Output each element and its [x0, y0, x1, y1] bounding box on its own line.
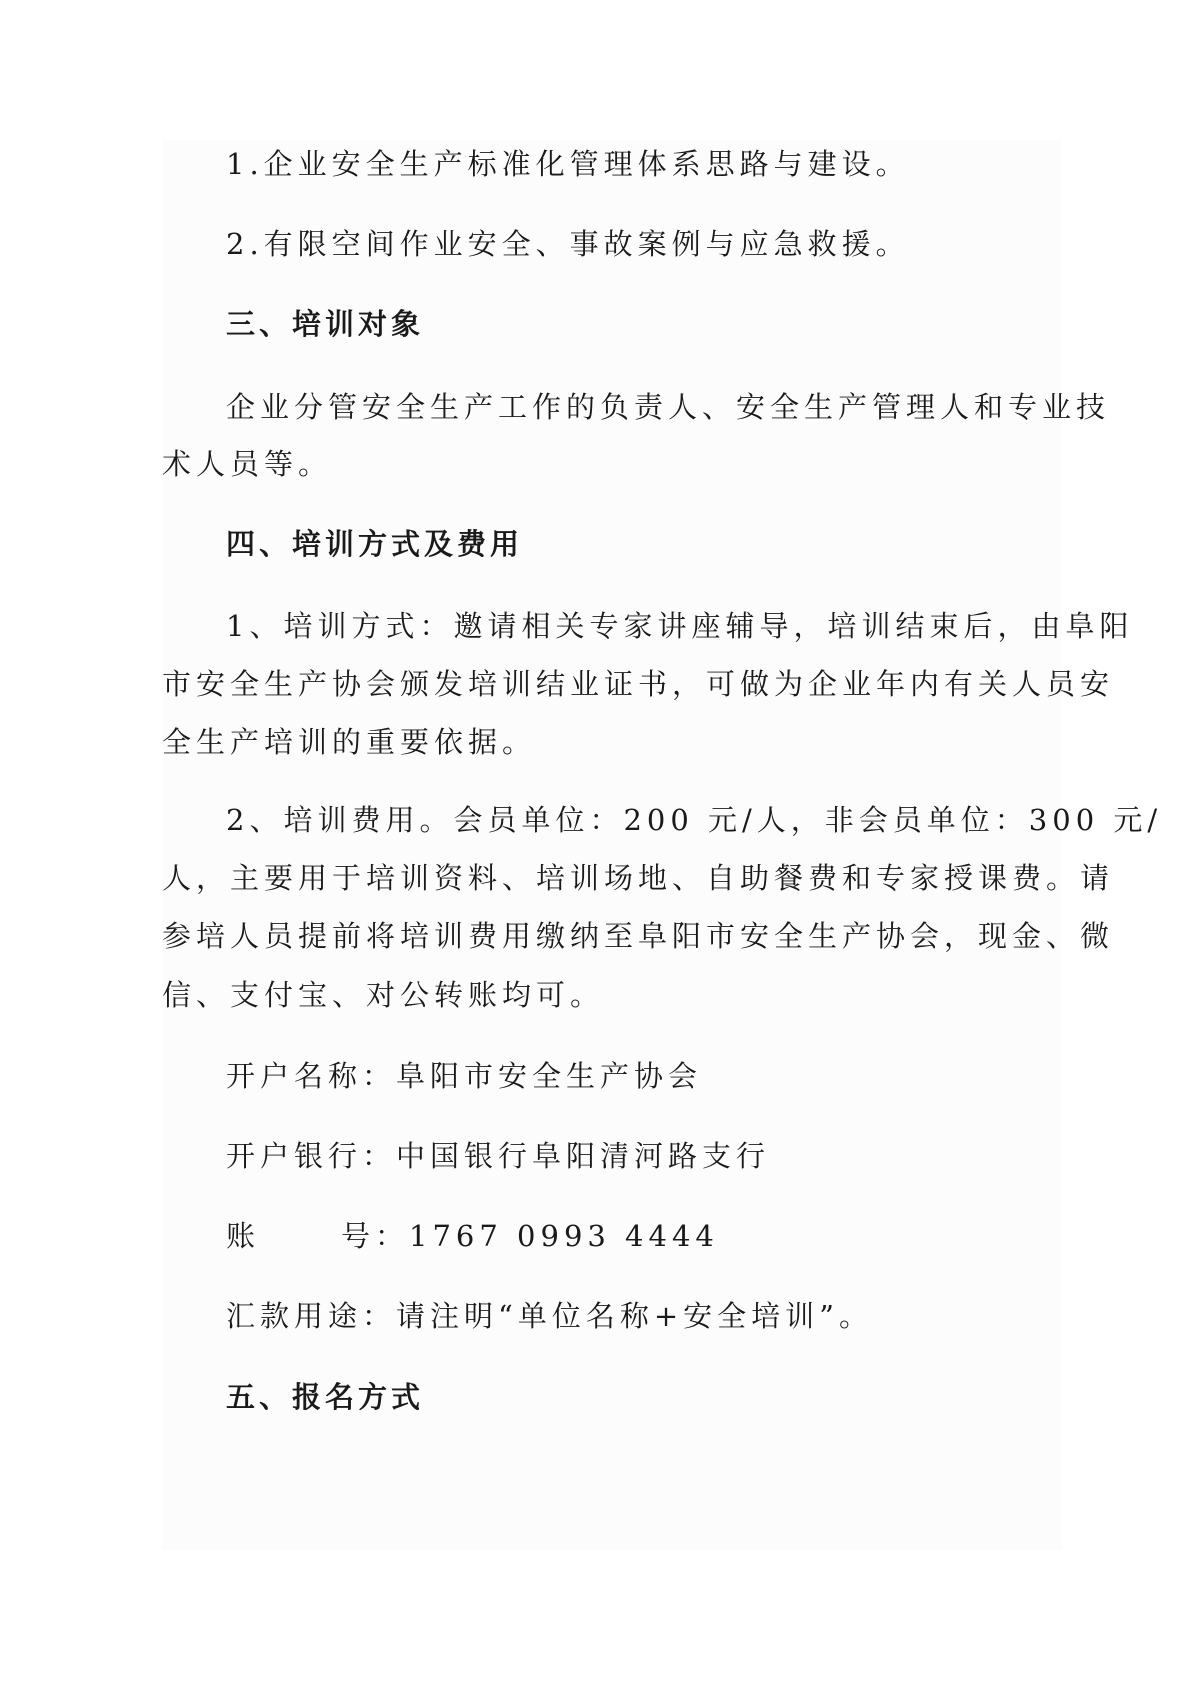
training-fee-line-3: 参培人员提前将培训费用缴纳至阜阳市安全生产协会，现金、微	[162, 919, 1115, 953]
topic-item-1: 1.企业安全生产标准化管理体系思路与建设。	[226, 147, 910, 181]
training-method-line-1: 1、培训方式：邀请相关专家讲座辅导，培训结束后，由阜阳	[226, 609, 1134, 643]
account-number-label: 账	[226, 1219, 256, 1253]
account-number-value: 号：1767 0993 4444	[341, 1219, 719, 1253]
training-method-line-2: 市安全生产协会颁发培训结业证书，可做为企业年内有关人员安	[162, 667, 1115, 701]
topic-item-2: 2.有限空间作业安全、事故案例与应急救援。	[226, 227, 910, 261]
training-method-line-3: 全生产培训的重要依据。	[162, 725, 537, 759]
document-page	[162, 140, 1163, 1550]
account-name: 开户名称：阜阳市安全生产协会	[226, 1059, 703, 1093]
account-number	[226, 1216, 719, 1256]
section-4-heading: 四、培训方式及费用	[226, 527, 524, 561]
training-fee-line-2: 人，主要用于培训资料、培训场地、自助餐费和专家授课费。请	[162, 861, 1115, 895]
training-fee-line-1: 2、培训费用。会员单位：200 元/人，非会员单位：300 元/	[226, 803, 1163, 837]
account-bank: 开户银行：中国银行阜阳清河路支行	[226, 1139, 771, 1173]
training-fee-line-4: 信、支付宝、对公转账均可。	[162, 978, 605, 1012]
section-3-body-line-2: 术人员等。	[162, 447, 333, 481]
section-3-heading: 三、培训对象	[226, 307, 425, 341]
section-5-heading: 五、报名方式	[226, 1380, 425, 1414]
remittance-purpose: 汇款用途：请注明“单位名称+安全培训”。	[226, 1299, 873, 1333]
section-3-body-line-1: 企业分管安全生产工作的负责人、安全生产管理人和专业技	[226, 390, 1111, 424]
